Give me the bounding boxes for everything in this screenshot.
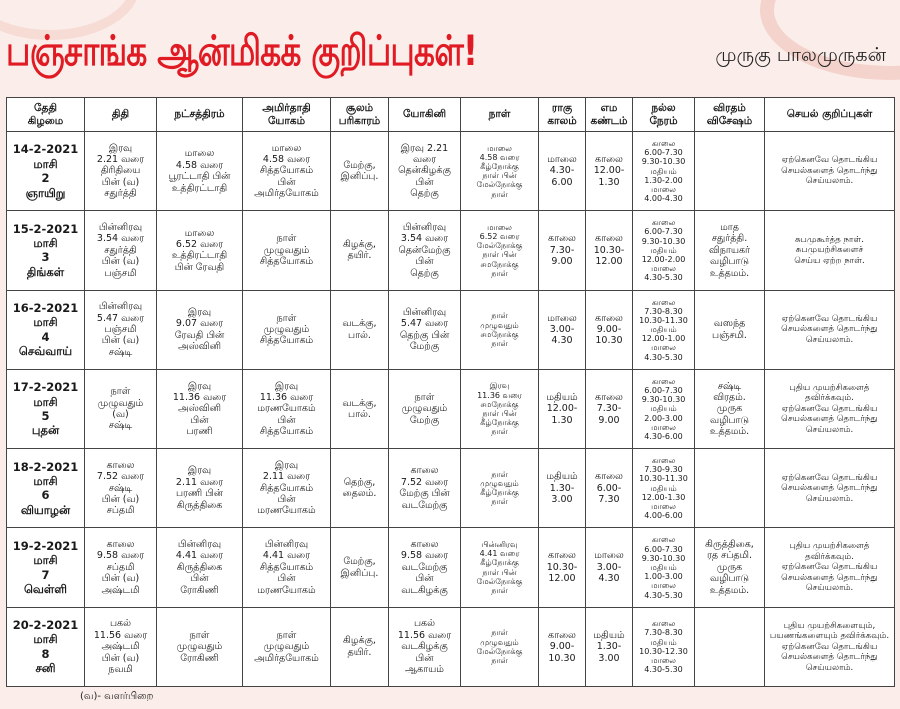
cell-nalla: காலை 7.30-8.30 மதியம் 10.30-12.30 மாலை 4.30-5.30 bbox=[633, 607, 695, 686]
cell-viratham: சஷ்டி விரதம். முருக வழிபாடு உத்தமம். bbox=[695, 369, 765, 448]
cell-amirthathi: இரவு 11.36 வரை மரணயோகம் பின் சித்தயோகம் bbox=[243, 369, 331, 448]
cell-amirthathi: நாள் முழுவதும் அமிர்தயோகம் bbox=[243, 607, 331, 686]
cell-activity: புதிய முயற்சிகளைத் தவிர்க்கவும். ஏற்கெனவே தொடங்கிய செயல்களைத் தொடர்ந்து செய்யலாம். bbox=[765, 528, 895, 607]
header-thithi: திதி bbox=[85, 98, 157, 132]
cell-yogini: காலை 7.52 வரை மேற்கு பின் வடமேற்கு bbox=[389, 449, 461, 528]
cell-soolam: மேற்கு, இனிப்பு. bbox=[331, 528, 389, 607]
cell-activity: ஏற்கெனவே தொடங்கிய செயல்களைத் தொடர்ந்து செய்யலாம். bbox=[765, 290, 895, 369]
table-row bbox=[7, 132, 895, 211]
cell-nakshatra: இரவு 11.36 வரை அஸ்வினி பின் பரணி bbox=[157, 369, 243, 448]
header-naal: நாள் bbox=[461, 98, 539, 132]
table-row bbox=[7, 449, 895, 528]
cell-thithi: காலை 9.58 வரை சப்தமி பின் (வ) அஷ்டமி bbox=[85, 528, 157, 607]
cell-ema: காலை 10.30- 12.00 bbox=[586, 211, 633, 290]
table-row bbox=[7, 211, 895, 290]
cell-ema: காலை 6.00- 7.30 bbox=[586, 449, 633, 528]
cell-nalla: காலை 7.30-9.30 10.30-11.30 மதியம் 12.00-1.30 மாலை 4.00-6.00 bbox=[633, 449, 695, 528]
header-ema: எம கண்டம் bbox=[586, 98, 633, 132]
table-row bbox=[7, 528, 895, 607]
page-title: பஞ்சாங்க ஆன்மிகக் குறிப்புகள்! bbox=[6, 26, 478, 75]
cell-viratham bbox=[695, 607, 765, 686]
cell-ema: மாலை 3.00- 4.30 bbox=[586, 528, 633, 607]
cell-thithi: பகல் 11.56 வரை அஷ்டமி பின் (வ) நவமி bbox=[85, 607, 157, 686]
cell-yogini: காலை 9.58 வரை வடமேற்கு பின் வடகிழக்கு bbox=[389, 528, 461, 607]
table-body bbox=[7, 132, 895, 687]
cell-soolam: தெற்கு, தைலம். bbox=[331, 449, 389, 528]
cell-naal: மாலை 6.52 வரை மேல்நோக்கு நாள் பின் சமநோக்கு நாள் bbox=[461, 211, 539, 290]
cell-nakshatra: இரவு 9.07 வரை ரேவதி பின் அஸ்வினி bbox=[157, 290, 243, 369]
cell-thithi: பின்னிரவு 3.54 வரை சதுர்த்தி பின் (வ) பஞ்சமி bbox=[85, 211, 157, 290]
header-soolam: சூலம் பரிகாரம் bbox=[331, 98, 389, 132]
cell-date: 14-2-2021 மாசி 2 ஞாயிறு bbox=[7, 132, 85, 211]
cell-amirthathi: நாள் முழுவதும் சித்தயோகம் bbox=[243, 290, 331, 369]
cell-viratham: கிருத்திகை, ரத சப்தமி. முருக வழிபாடு உத்தமம். bbox=[695, 528, 765, 607]
cell-date: 17-2-2021 மாசி 5 புதன் bbox=[7, 369, 85, 448]
cell-ema: மதியம் 1.30- 3.00 bbox=[586, 607, 633, 686]
header-nalla: நல்ல நேரம் bbox=[633, 98, 695, 132]
cell-naal: பின்னிரவு 4.41 வரை கீழ்நோக்கு நாள் பின் மேல்நோக்கு நாள் bbox=[461, 528, 539, 607]
cell-ema: காலை 12.00- 1.30 bbox=[586, 132, 633, 211]
panchangam-table bbox=[6, 97, 895, 687]
table-row bbox=[7, 369, 895, 448]
cell-amirthathi: நாள் முழுவதும் சித்தயோகம் bbox=[243, 211, 331, 290]
cell-rahu: மாலை 4.30- 6.00 bbox=[539, 132, 586, 211]
cell-yogini: பின்னிரவு 3.54 வரை தென்மேற்கு பின் தெற்கு bbox=[389, 211, 461, 290]
cell-nalla: காலை 7.30-8.30 10.30-11.30 மதியம் 12.00-1.00 மாலை 4.30-5.30 bbox=[633, 290, 695, 369]
cell-soolam: வடக்கு, பால். bbox=[331, 290, 389, 369]
cell-nakshatra: பின்னிரவு 4.41 வரை கிருத்திகை பின் ரோகிணி bbox=[157, 528, 243, 607]
cell-naal: நாள் முழுவதும் கீழ்நோக்கு நாள் bbox=[461, 449, 539, 528]
cell-amirthathi: பின்னிரவு 4.41 வரை சித்தயோகம் பின் மரணயோகம் bbox=[243, 528, 331, 607]
cell-activity: ஏற்கெனவே தொடங்கிய செயல்களைத் தொடர்ந்து செய்யலாம். bbox=[765, 449, 895, 528]
cell-rahu: மதியம் 12.00- 1.30 bbox=[539, 369, 586, 448]
cell-activity: புதிய முயற்சிகளையும், பயணங்களையும் தவிர்க்கவும். ஏற்கெனவே தொடங்கிய செயல்களைத் தொடர்ந்து செய்யலாம். bbox=[765, 607, 895, 686]
cell-naal: நாள் முழுவதும் மேல்நோக்கு நாள் bbox=[461, 607, 539, 686]
cell-thithi: காலை 7.52 வரை சஷ்டி பின் (வ) சப்தமி bbox=[85, 449, 157, 528]
cell-naal: நாள் முழுவதும் சமநோக்கு நாள் bbox=[461, 290, 539, 369]
header-activity: செயல் குறிப்புகள் bbox=[765, 98, 895, 132]
cell-viratham: மாத சதுர்த்தி. விநாயகர் வழிபாடு உத்தமம். bbox=[695, 211, 765, 290]
cell-soolam: மேற்கு, இனிப்பு. bbox=[331, 132, 389, 211]
cell-rahu: காலை 10.30- 12.00 bbox=[539, 528, 586, 607]
page-header bbox=[0, 0, 900, 96]
cell-thithi: நாள் முழுவதும் (வ) சஷ்டி bbox=[85, 369, 157, 448]
cell-viratham bbox=[695, 449, 765, 528]
cell-naal: மாலை 4.58 வரை கீழ்நோக்கு நாள் பின் மேல்நோக்கு நாள் bbox=[461, 132, 539, 211]
footnote: (வ)- வளர்பிறை bbox=[80, 691, 154, 702]
cell-rahu: மதியம் 1.30- 3.00 bbox=[539, 449, 586, 528]
cell-date: 19-2-2021 மாசி 7 வெள்ளி bbox=[7, 528, 85, 607]
cell-rahu: காலை 7.30- 9.00 bbox=[539, 211, 586, 290]
cell-nalla: காலை 6.00-7.30 9.30-10.30 மதியம் 1.30-2.00 மாலை 4.00-4.30 bbox=[633, 132, 695, 211]
table-row bbox=[7, 290, 895, 369]
cell-nakshatra: மாலை 4.58 வரை பூரட்டாதி பின் உத்திரட்டாதி bbox=[157, 132, 243, 211]
cell-ema: காலை 9.00- 10.30 bbox=[586, 290, 633, 369]
cell-yogini: இரவு 2.21 வரை தென்கிழக்கு பின் தெற்கு bbox=[389, 132, 461, 211]
cell-yogini: பின்னிரவு 5.47 வரை தெற்கு பின் மேற்கு bbox=[389, 290, 461, 369]
cell-date: 15-2-2021 மாசி 3 திங்கள் bbox=[7, 211, 85, 290]
cell-thithi: பின்னிரவு 5.47 வரை பஞ்சமி பின் (வ) சஷ்டி bbox=[85, 290, 157, 369]
cell-activity: சுபமுகூர்த்த நாள். சுபமுயற்சிகளைச் செய்ய ஏற்ற நாள். bbox=[765, 211, 895, 290]
header-amirthathi: அமிர்தாதி யோகம் bbox=[243, 98, 331, 132]
panchangam-table-wrapper bbox=[6, 97, 894, 687]
cell-nakshatra: இரவு 2.11 வரை பரணி பின் கிருத்திகை bbox=[157, 449, 243, 528]
cell-yogini: பகல் 11.56 வரை வடகிழக்கு பின் ஆகாயம் bbox=[389, 607, 461, 686]
cell-yogini: நாள் முழுவதும் மேற்கு bbox=[389, 369, 461, 448]
cell-nalla: காலை 6.00-7.30 9.30-10.30 மதியம் 12.00-2.00 மாலை 4.30-5.30 bbox=[633, 211, 695, 290]
cell-nalla: காலை 6.00-7.30 9.30-10.30 மதியம் 2.00-3.00 மாலை 4.30-6.00 bbox=[633, 369, 695, 448]
cell-rahu: மாலை 3.00- 4.30 bbox=[539, 290, 586, 369]
cell-activity: புதிய முயற்சிகளைத் தவிர்க்கவும். ஏற்கெனவே தொடங்கிய செயல்களைத் தொடர்ந்து செய்யலாம். bbox=[765, 369, 895, 448]
cell-date: 16-2-2021 மாசி 4 செவ்வாய் bbox=[7, 290, 85, 369]
cell-soolam: கிழக்கு, தயிர். bbox=[331, 211, 389, 290]
header-nakshatra: நட்சத்திரம் bbox=[157, 98, 243, 132]
cell-date: 20-2-2021 மாசி 8 சனி bbox=[7, 607, 85, 686]
author-name: முருகு பாலமுருகன் bbox=[715, 44, 886, 66]
cell-amirthathi: இரவு 2.11 வரை சித்தயோகம் பின் மரணயோகம் bbox=[243, 449, 331, 528]
cell-nakshatra: நாள் முழுவதும் ரோகிணி bbox=[157, 607, 243, 686]
table-row bbox=[7, 607, 895, 686]
header-date: தேதி கிழமை bbox=[7, 98, 85, 132]
header-yogini: யோகினி bbox=[389, 98, 461, 132]
header-viratham: விரதம் விசேஷம் bbox=[695, 98, 765, 132]
cell-thithi: இரவு 2.21 வரை திரிதியை பின் (வ) சதுர்த்தி bbox=[85, 132, 157, 211]
cell-viratham: வஸந்த பஞ்சமி. bbox=[695, 290, 765, 369]
cell-ema: காலை 7.30- 9.00 bbox=[586, 369, 633, 448]
header-rahu: ராகு காலம் bbox=[539, 98, 586, 132]
header-row bbox=[7, 98, 895, 132]
cell-activity: ஏற்கெனவே தொடங்கிய செயல்களைத் தொடர்ந்து செய்யலாம். bbox=[765, 132, 895, 211]
cell-soolam: வடக்கு, பால். bbox=[331, 369, 389, 448]
cell-nakshatra: மாலை 6.52 வரை உத்திரட்டாதி பின் ரேவதி bbox=[157, 211, 243, 290]
cell-soolam: கிழக்கு, தயிர். bbox=[331, 607, 389, 686]
cell-amirthathi: மாலை 4.58 வரை சித்தயோகம் பின் அமிர்தயோகம் bbox=[243, 132, 331, 211]
cell-naal: இரவு 11.36 வரை சமநோக்கு நாள் பின் கீழ்நோக்கு நாள் bbox=[461, 369, 539, 448]
cell-date: 18-2-2021 மாசி 6 வியாழன் bbox=[7, 449, 85, 528]
cell-rahu: காலை 9.00- 10.30 bbox=[539, 607, 586, 686]
cell-nalla: காலை 6.00-7.30 9.30-10.30 மதியம் 1.00-3.00 மாலை 4.30-5.30 bbox=[633, 528, 695, 607]
cell-viratham bbox=[695, 132, 765, 211]
